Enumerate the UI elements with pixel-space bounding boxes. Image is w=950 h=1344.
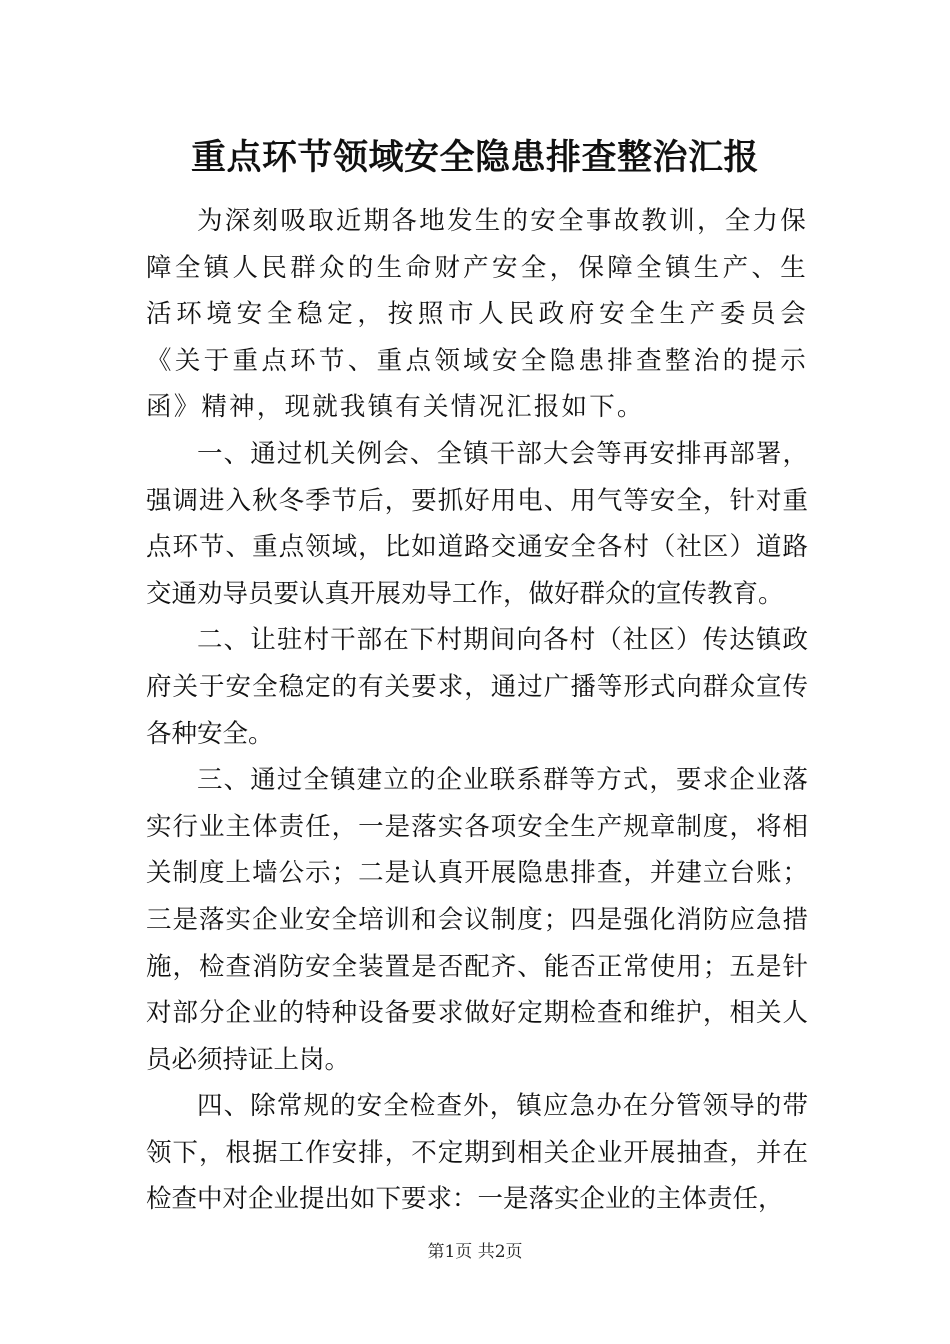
section-three-paragraph: 三、通过全镇建立的企业联系群等方式，要求企业落实行业主体责任，一是落实各项安全生产规章制度，将相关制度上墙公示；二是认真开展隐患排查，并建立台账；三是落实企业安全培训和会议制度；四是强化消防应急措施，检查消防安全装置是否配齐、能否正常使用；五是针对部分企业的特种设备要求做好定期检查和维护，相关人员必须持证上岗。 <box>146 765 808 1075</box>
section-four-paragraph: 四、除常规的安全检查外，镇应急办在分管领导的带领下，根据工作安排，不定期到相关企业开展抽查，并在检查中对企业提出如下要求：一是落实企业的主体责任， <box>146 1091 808 1215</box>
section-two-paragraph: 二、让驻村干部在下村期间向各村（社区）传达镇政府关于安全稳定的有关要求，通过广播等形式向群众宣传各种安全。 <box>146 625 808 749</box>
page-number: 第1页 共2页 <box>427 1242 523 1262</box>
document-title: 重点环节领域安全隐患排查整治汇报 <box>190 137 759 178</box>
document-body <box>146 198 808 1223</box>
intro-paragraph: 为深刻吸取近期各地发生的安全事故教训，全力保障全镇人民群众的生命财产安全，保障全镇生产、生活环境安全稳定，按照市人民政府安全生产委员会《关于重点环节、重点领域安全隐患排查整治的提示函》精神，现就我镇有关情况汇报如下。 <box>146 206 808 423</box>
section-one-paragraph: 一、通过机关例会、全镇干部大会等再安排再部署，强调进入秋冬季节后，要抓好用电、用气等安全，针对重点环节、重点领域，比如道路交通安全各村（社区）道路交通劝导员要认真开展劝导工作，做好群众的宣传教育。 <box>146 438 808 609</box>
